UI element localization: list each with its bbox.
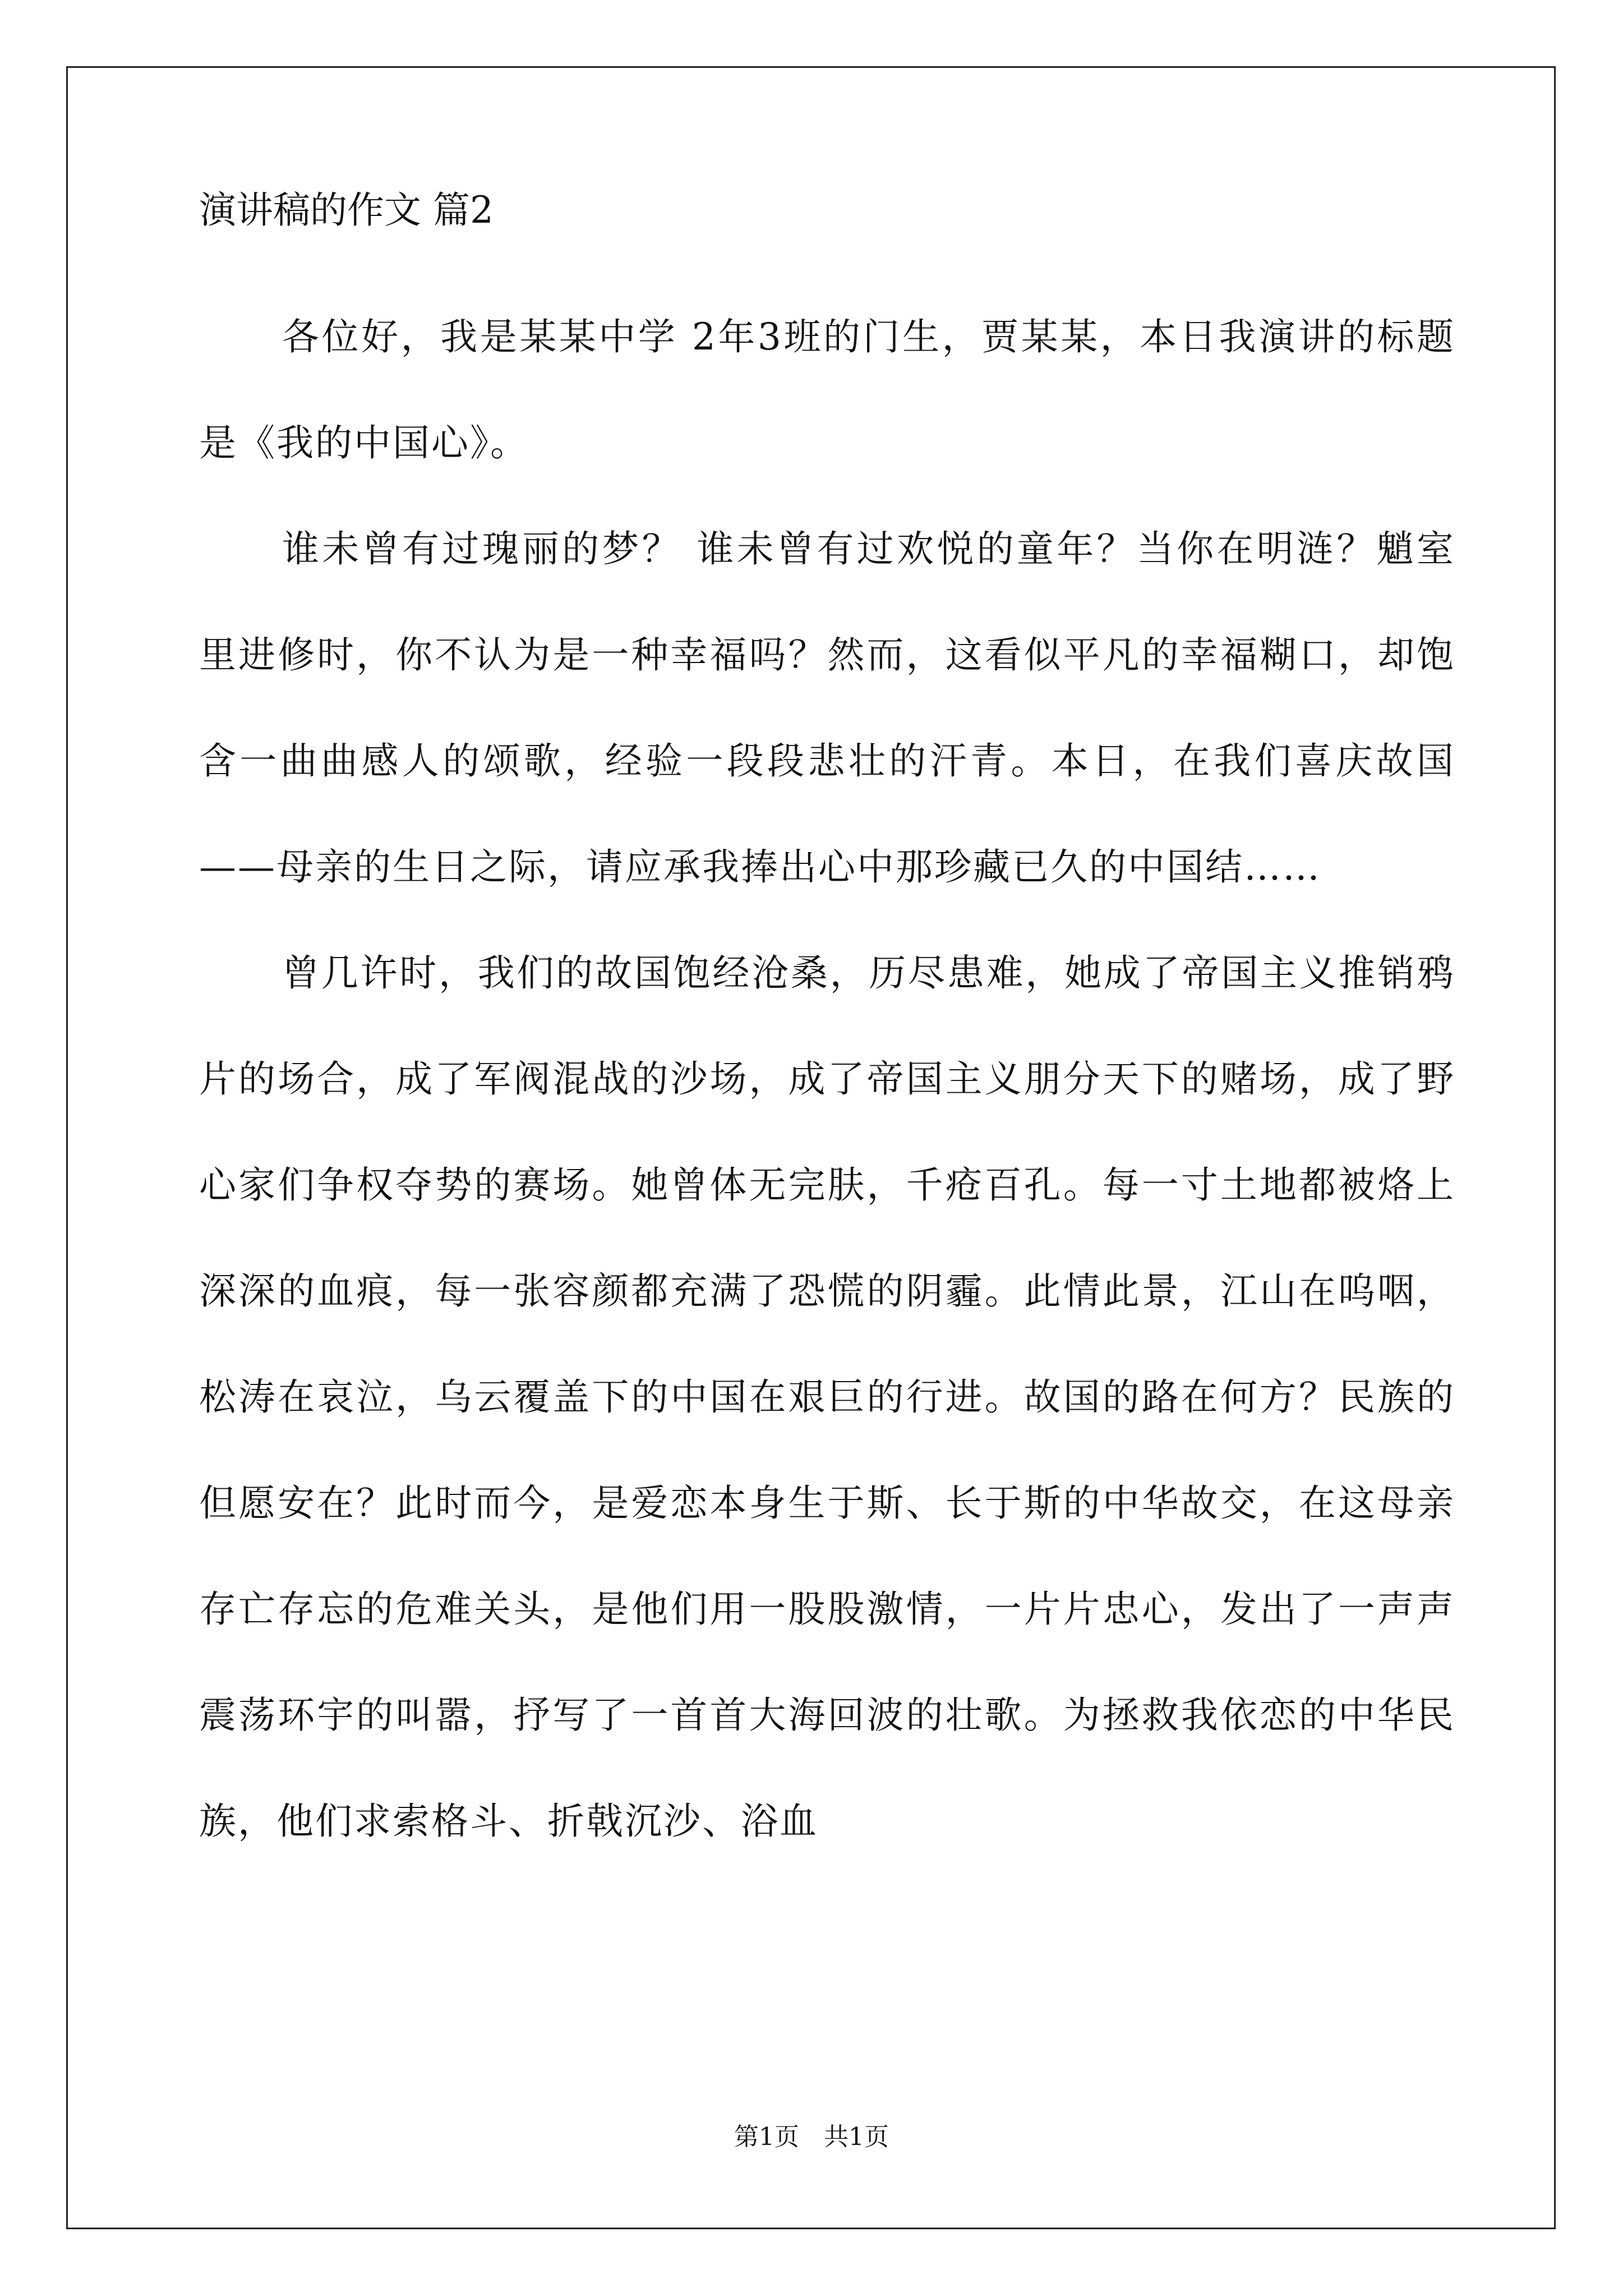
page-footer: 第1页 共1页: [734, 2123, 889, 2151]
document-body: [199, 185, 1455, 1874]
paragraph-1: 各位好，我是某某中学 2年3班的门生，贾某某，本日我演讲的标题是《我的中国心》。: [199, 315, 1455, 464]
paragraph-2: 谁未曾有过瑰丽的梦？ 谁未曾有过欢悦的童年？当你在明涟？魈室里进修时，你不认为是一种幸福吗？然而，这看似平凡的幸福糊口，却饱含一曲曲感人的颂歌，经验一段段悲壮的汗青。本日，在我们喜庆故国——母亲的生日之际，请应承我捧出心中那珍藏已久的中国结……: [199, 527, 1455, 889]
paragraph-list: [199, 284, 1455, 1874]
paragraph-3: 曾几许时，我们的故国饱经沧桑，历尽患难，她成了帝国主义推销鸦片的场合，成了军阀混战的沙场，成了帝国主义朋分天下的赌场，成了野心家们争权夺势的赛场。她曾体无完肤，千疮百孔。每一寸土地都被烙上深深的血痕，每一张容颜都充满了恐慌的阴霾。此情此景，江山在呜咽，松涛在哀泣，乌云覆盖下的中国在艰巨的行进。故国的路在何方？民族的但愿安在？此时而今，是爱恋本身生于斯、长于斯的中华故交，在这母亲存亡存忘的危难关头，是他们用一股股激情，一片片忠心，发出了一声声震荡环宇的叫嚣，抒写了一首首大海回波的壮歌。为拯救我依恋的中华民族，他们求索格斗、折戟沉沙、浴血: [199, 951, 1455, 1843]
document-title: 演讲稿的作文 篇2: [199, 188, 494, 232]
